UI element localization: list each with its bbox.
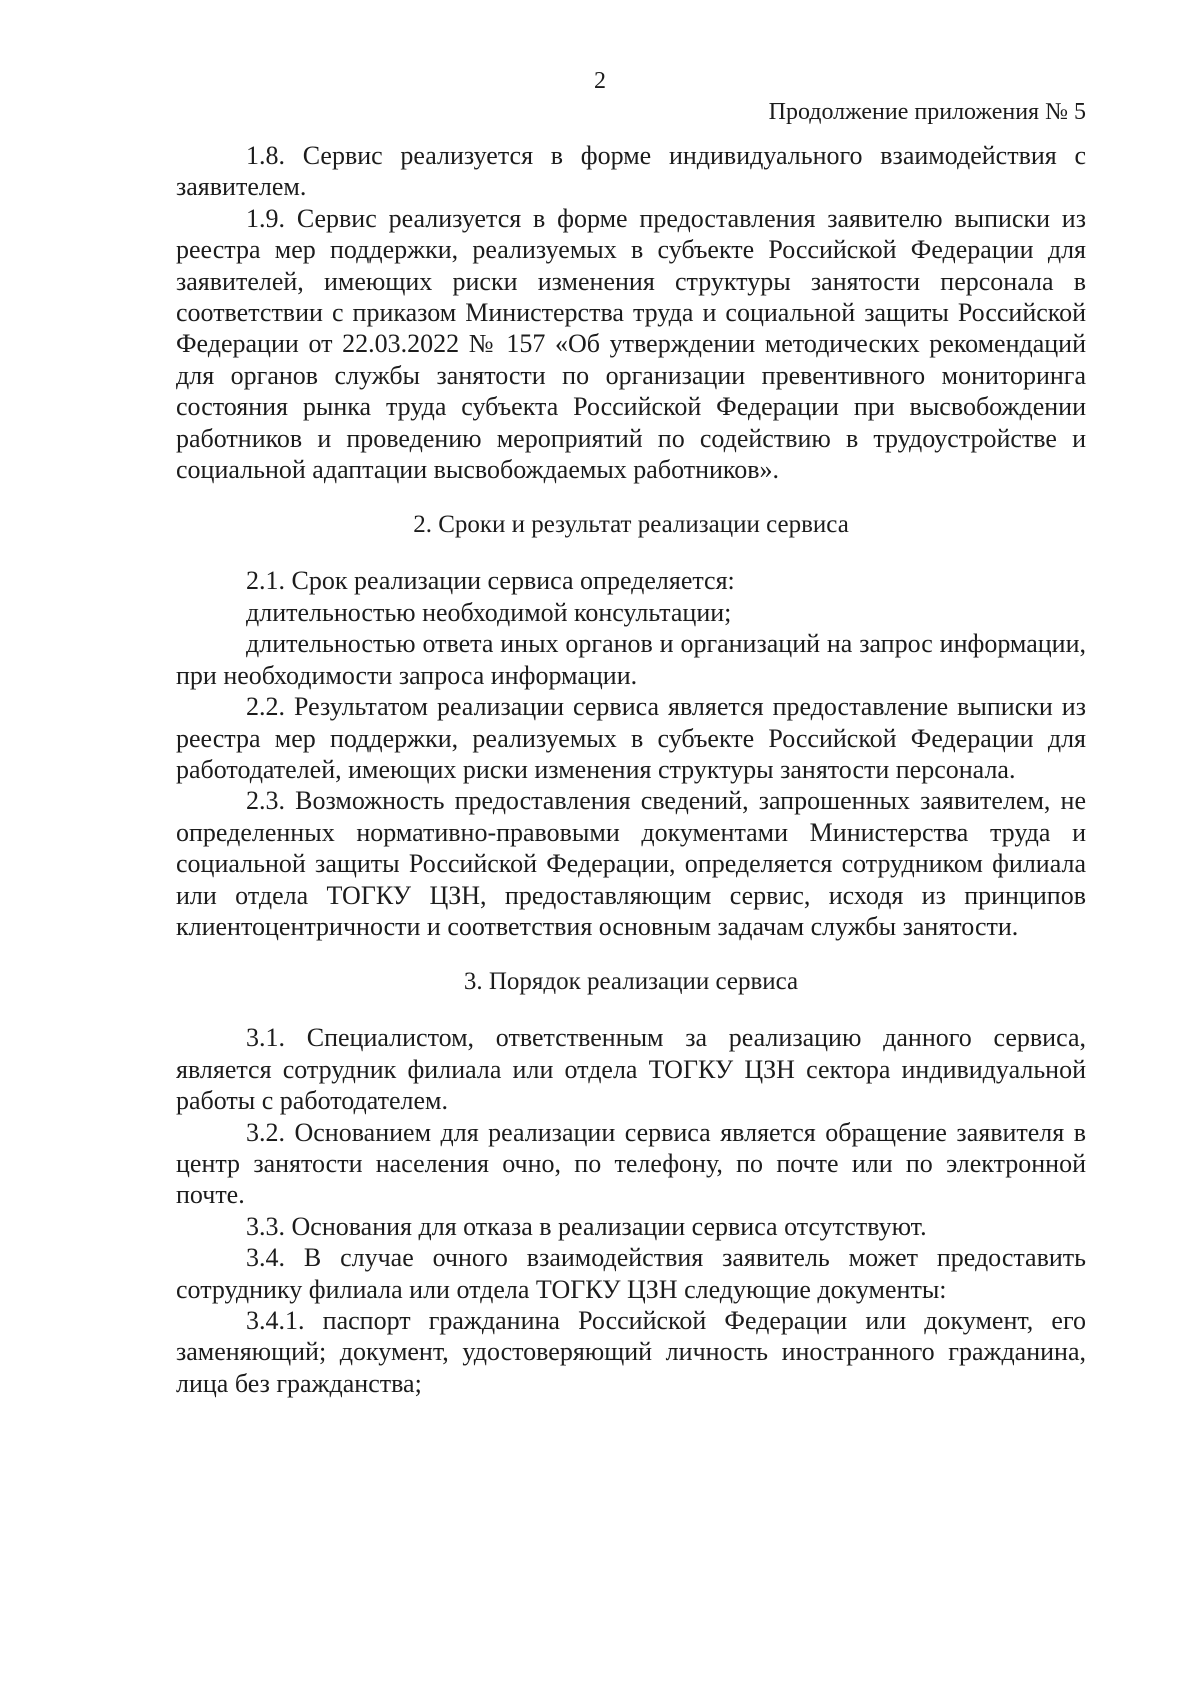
paragraph-1-9: 1.9. Сервис реализуется в форме предоставления заявителю выписки из реестра мер поддержки, реализуемых в субъекте Российской Федерации для заявителей, имеющих риски изменения структуры занятости персонала в соответствии с приказом Министерства труда и социальной защиты Российской Федерации от 22.03.2022 № 157 «Об утверждении методических рекомендаций для органов службы занятости по организации превентивного мониторинга состояния рынка труда субъекта Российской Федерации при высвобождении работников и проведению мероприятий по содействию в трудоустройстве и социальной адаптации высвобождаемых работников». [176, 203, 1086, 485]
paragraph-3-4: 3.4. В случае очного взаимодействия заявитель может предоставить сотруднику филиала или отдела ТОГКУ ЦЗН следующие документы: [176, 1243, 1086, 1304]
page-number: 2 [594, 68, 606, 94]
appendix-note: Продолжение приложения № 5 [768, 99, 1086, 125]
paragraph-2-2: 2.2. Результатом реализации сервиса является предоставление выписки из реестра мер поддержки, реализуемых в субъекте Российской Федерации для работодателей, имеющих риски изменения структуры занятости персонала. [176, 692, 1086, 784]
paragraph-2-1-item-1: длительностью необходимой консультации; [246, 597, 732, 627]
paragraph-3-4-1: 3.4.1. паспорт гражданина Российской Федерации или документ, его заменяющий; документ, удостоверяющий личность иностранного гражданина, лица без гражданства; [176, 1306, 1086, 1398]
paragraph-3-1: 3.1. Специалистом, ответственным за реализацию данного сервиса, является сотрудник филиала или отдела ТОГКУ ЦЗН сектора индивидуальной работы с работодателем. [176, 1023, 1086, 1116]
paragraph-2-3: 2.3. Возможность предоставления сведений, запрошенных заявителем, не определенных нормативно-правовыми документами Министерства труда и социальной защиты Российской Федерации, определяется сотрудником филиала или отдела ТОГКУ ЦЗН, предоставляющим сервис, исходя из принципов клиентоцентричности и соответствия основным задачам службы занятости. [176, 786, 1086, 941]
paragraph-3-2: 3.2. Основанием для реализации сервиса является обращение заявителя в центр занятости населения очно, по телефону, по почте или по электронной почте. [176, 1117, 1086, 1210]
paragraph-2-1: 2.1. Срок реализации сервиса определяется: [246, 566, 735, 596]
paragraph-1-8: 1.8. Сервис реализуется в форме индивидуального взаимодействия с заявителем. [176, 141, 1086, 202]
section-3-heading: 3. Порядок реализации сервиса [463, 968, 799, 996]
section-2-heading: 2. Сроки и результат реализации сервиса [413, 511, 849, 539]
document-body [176, 140, 1086, 1399]
paragraph-3-3: 3.3. Основания для отказа в реализации сервиса отсутствуют. [246, 1211, 927, 1241]
paragraph-2-1-item-2: длительностью ответа иных органов и организаций на запрос информации, при необходимости запроса информации. [176, 629, 1086, 690]
